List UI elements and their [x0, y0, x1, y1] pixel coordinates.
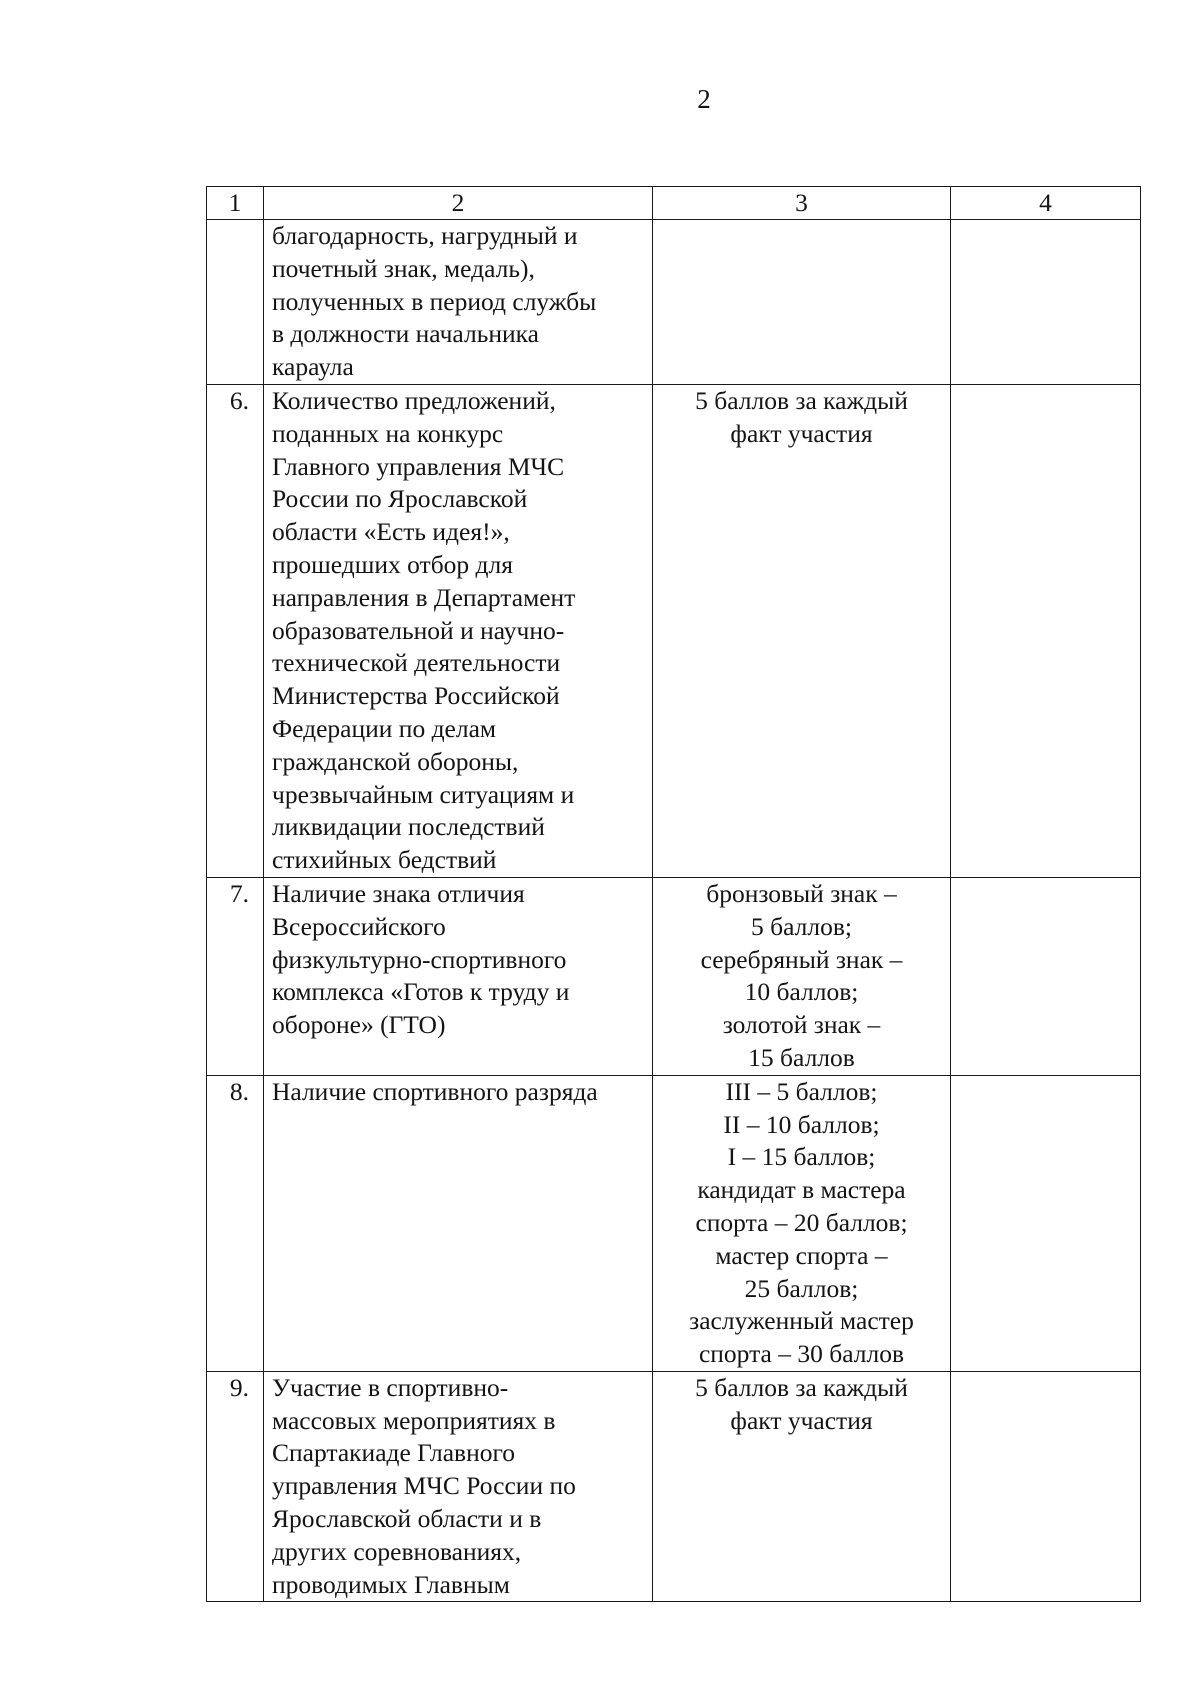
points-text-line: III – 5 баллов; [725, 1076, 878, 1106]
criterion-text-line: технической деятельности [272, 648, 561, 678]
points-text-line: 15 баллов [748, 1042, 855, 1072]
criterion-text-line: образовательной и научно- [272, 615, 565, 645]
points-text-line: 5 баллов за каждый [695, 385, 908, 415]
table-row [207, 220, 1141, 385]
table-header-row [207, 187, 1141, 220]
table-row [207, 1371, 1141, 1602]
points-cell [653, 877, 951, 1075]
points-text-line: спорта – 20 баллов; [695, 1207, 908, 1237]
row-number-cell: 8. [207, 1075, 264, 1371]
row-number-cell [207, 220, 264, 385]
criterion-text-line: массовых мероприятиях в [272, 1405, 556, 1435]
points-text-line: 5 баллов за каждый [695, 1372, 908, 1402]
criterion-text-line: обороне» (ГТО) [272, 1010, 446, 1040]
score-cell [951, 384, 1141, 877]
score-cell [951, 877, 1141, 1075]
criterion-text-line: стихийных бедствий [272, 845, 497, 875]
criterion-text-line: благодарность, нагрудный и [272, 221, 578, 250]
criterion-text-line: комплекса «Готов к труду и [272, 977, 570, 1007]
criterion-text-line: Участие в спортивно- [272, 1372, 509, 1402]
criterion-text-line: Министерства Российской [272, 681, 560, 711]
criterion-text-line: Наличие спортивного разряда [272, 1076, 598, 1106]
criterion-text-line: Федерации по делам [272, 713, 497, 743]
score-cell [951, 1075, 1141, 1371]
criterion-text-line: ликвидации последствий [272, 812, 545, 842]
criterion-text-line: полученных в период службы [272, 286, 597, 316]
row-number-cell: 7. [207, 877, 264, 1075]
page-number: 2 [697, 84, 711, 114]
points-text-line: серебряный знак – [700, 944, 903, 974]
points-text-line: 10 баллов; [744, 977, 859, 1007]
points-text-line: 5 баллов; [751, 911, 852, 941]
criteria-table [206, 186, 1141, 1602]
criterion-cell [264, 220, 653, 385]
criterion-text-line: управления МЧС России по [272, 1471, 576, 1501]
criterion-text-line: других соревнованиях, [272, 1536, 522, 1566]
row-number-cell: 9. [207, 1371, 264, 1602]
points-text-line: мастер спорта – [715, 1240, 888, 1270]
points-text-line: заслуженный мастер [689, 1306, 914, 1336]
points-text-line: кандидат в мастера [697, 1175, 906, 1205]
criterion-text-line: России по Ярославской [272, 484, 528, 514]
criterion-text-line: чрезвычайным ситуациям и [272, 779, 575, 809]
table-body [207, 220, 1141, 1602]
criterion-text-line: Ярославской области и в [272, 1504, 542, 1534]
criterion-text-line: поданных на конкурс [272, 418, 504, 448]
criterion-text-line: караула [272, 352, 354, 382]
points-text-line: факт участия [730, 1405, 873, 1435]
points-text-line: факт участия [730, 418, 873, 448]
table-row [207, 877, 1141, 1075]
criterion-text-line: проводимых Главным [272, 1569, 510, 1599]
criterion-text-line: в должности начальника [272, 319, 539, 349]
points-cell [653, 1371, 951, 1602]
column-header-2: 2 [264, 187, 653, 220]
table-row [207, 384, 1141, 877]
points-text-line: бронзовый знак – [706, 878, 897, 908]
points-text-line: спорта – 30 баллов [698, 1339, 905, 1369]
criterion-cell [264, 877, 653, 1075]
points-cell [653, 384, 951, 877]
criterion-cell [264, 384, 653, 877]
points-text-line: I – 15 баллов; [727, 1142, 876, 1172]
points-cell [653, 220, 951, 385]
criterion-text-line: прошедших отбор для [272, 549, 513, 579]
points-text-line: золотой знак – [722, 1010, 881, 1040]
table-row [207, 1075, 1141, 1371]
criterion-text-line: направления в Департамент [272, 582, 576, 612]
score-cell [951, 1371, 1141, 1602]
points-cell [653, 1075, 951, 1371]
criterion-text-line: Спартакиаде Главного [272, 1438, 516, 1468]
criterion-cell [264, 1371, 653, 1602]
criterion-cell [264, 1075, 653, 1371]
criterion-text-line: Главного управления МЧС [272, 451, 565, 481]
criterion-text-line: Количество предложений, [272, 385, 556, 415]
column-header-4: 4 [951, 187, 1141, 220]
points-text-line: 25 баллов; [744, 1273, 859, 1303]
column-header-3: 3 [653, 187, 951, 220]
criterion-text-line: Наличие знака отличия [272, 878, 525, 908]
criterion-text-line: гражданской обороны, [272, 746, 519, 776]
row-number-cell: 6. [207, 384, 264, 877]
criterion-text-line: области «Есть идея!», [272, 517, 510, 547]
criterion-text-line: почетный знак, медаль), [272, 253, 535, 283]
criterion-text-line: физкультурно-спортивного [272, 944, 567, 974]
criterion-text-line: Всероссийского [272, 911, 446, 941]
score-cell [951, 220, 1141, 385]
column-header-1: 1 [207, 187, 264, 220]
points-text-line: II – 10 баллов; [723, 1109, 880, 1139]
